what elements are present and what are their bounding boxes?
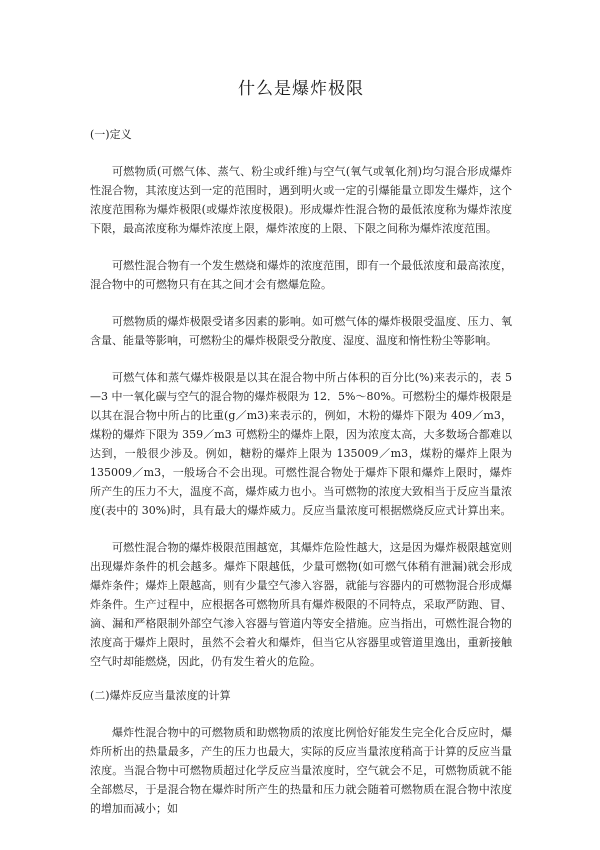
paragraph-definition: 可燃物质(可燃气体、蒸气、粉尘或纤维)与空气(氧气或氧化剂)均匀混合形成爆炸性混合物，其浓度达到一定的范围时，遇到明火或一定的引爆能量立即发生爆炸，这个浓度范围称为爆炸极限(或爆炸浓度极限)。形成爆炸性混合物的最低浓度称为爆炸浓度下限，最高浓度称为爆炸浓度上限，爆炸浓度的上限、下限之间称为爆炸浓度范围。	[90, 165, 512, 235]
paragraph-explosion-risk: 可燃性混合物的爆炸极限范围越宽，其爆炸危险性越大，这是因为爆炸极限越宽则出现爆炸条件的机会越多。爆炸下限越低，少量可燃物(如可燃气体稍有泄漏)就会形成爆炸条件；爆炸上限越高，则有少量空气渗入容器，就能与容器内的可燃物混合形成爆炸条件。生产过程中，应根据各可燃物所具有爆炸极限的不同特点，采取严防跑、冒、滴、漏和严格限制外部空气渗入容器与管道内等安全措施。应当指出，可燃性混合物的浓度高于爆炸上限时，虽然不会着火和爆炸，但当它从容器里或管道里逸出，重新接触空气时却能燃烧，因此，仍有发生着火的危险。	[90, 541, 512, 668]
section-heading-equivalent-concentration: (二)爆炸反应当量浓度的计算	[90, 689, 231, 702]
section-heading-definition: (一)定义	[90, 128, 132, 141]
paragraph-concentration-range: 可燃性混合物有一个发生燃烧和爆炸的浓度范围，即有一个最低浓度和最高浓度，混合物中的可燃物只有在其之间才会有燃爆危险。	[90, 259, 512, 291]
paragraph-equivalent-concentration: 爆炸性混合物中的可燃物质和助燃物质的浓度比例恰好能发生完全化合反应时，爆炸所析出的热量最多，产生的压力也最大，实际的反应当量浓度稍高于计算的反应当量浓度。当混合物中可燃物质超过化学反应当量浓度时，空气就会不足，可燃物质就不能全部燃尽，于是混合物在爆炸时所产生的热量和压力就会随着可燃物质在混合物中浓度的增加而减小；如	[90, 726, 512, 815]
paragraph-influencing-factors: 可燃物质的爆炸极限受诸多因素的影响。如可燃气体的爆炸极限受温度、压力、氧含量、能量等影响，可燃粉尘的爆炸极限受分散度、湿度、温度和惰性粉尘等影响。	[90, 315, 512, 347]
paragraph-units-and-examples: 可燃气体和蒸气爆炸极限是以其在混合物中所占体积的百分比(%)来表示的，表 5—3 中一氧化碳与空气的混合物的爆炸极限为 12．5%～80%。可燃粉尘的爆炸极限是以其在混合物中所占的比重(g／m3)来表示的，例如，木粉的爆炸下限为 409／m3，煤粉的爆炸下限为 359／m3 可燃粉尘的爆炸上限，因为浓度太高，大多数场合都难以达到，一般很少涉及。例如，糖粉的爆炸上限为 135009／m3，煤粉的爆炸上限为 135009／m3，一般场合不会出现。可燃性混合物处于爆炸下限和爆炸上限时，爆炸所产生的压力不大，温度不高，爆炸威力也小。当可燃物的浓度大致相当于反应当量浓度(表中的 30%)时，具有最大的爆炸威力。反应当量浓度可根据燃烧反应式计算出来。	[90, 371, 512, 517]
page-title: 什么是爆炸极限	[238, 79, 364, 99]
